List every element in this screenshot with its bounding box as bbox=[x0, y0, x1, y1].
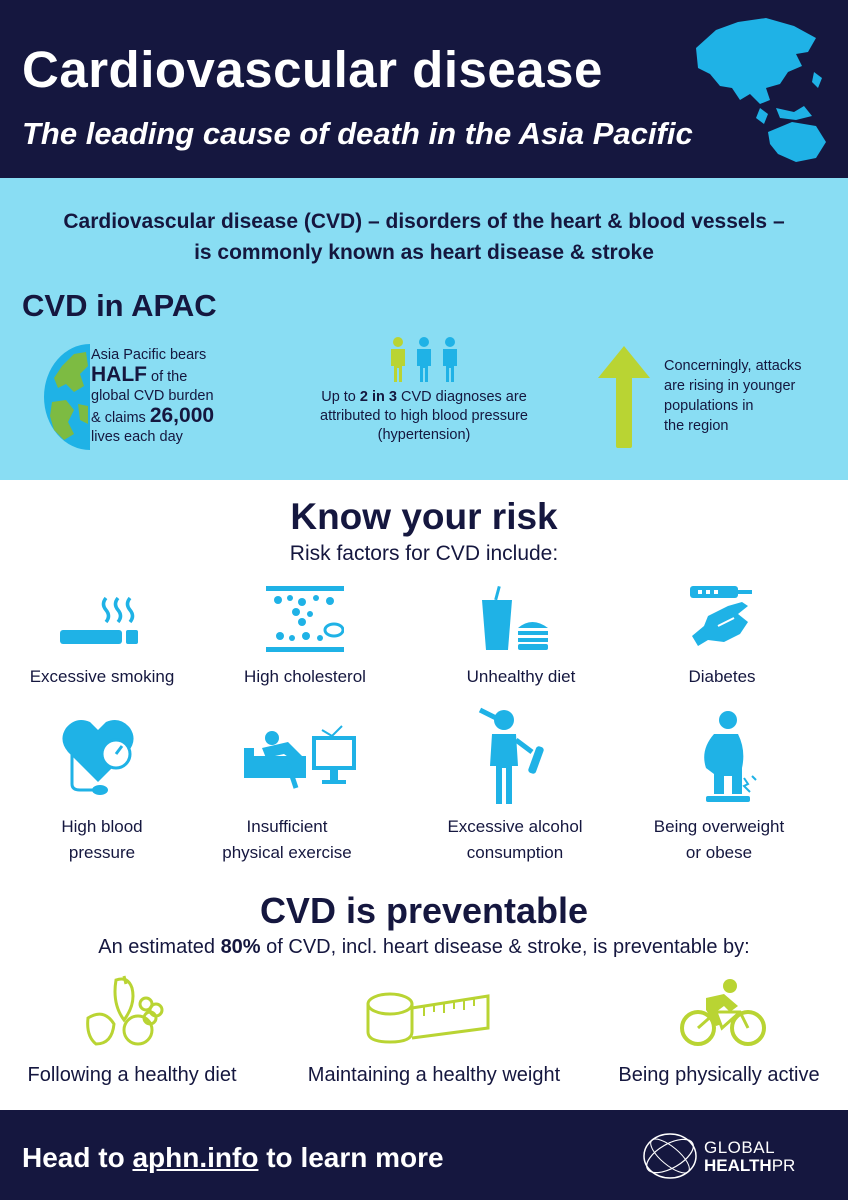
risk-label-cholesterol: High cholesterol bbox=[244, 667, 366, 686]
logo-text-pr: PR bbox=[771, 1156, 796, 1175]
apac-heading: CVD in APAC bbox=[22, 288, 217, 323]
drinking-icon bbox=[474, 706, 550, 806]
footer-link[interactable]: aphn.info bbox=[132, 1142, 259, 1173]
risk-label-exercise bbox=[187, 814, 387, 866]
stat2-post: CVD diagnoses are attributed to high blood pressure (hypertension) bbox=[320, 389, 528, 443]
cyclist-icon bbox=[680, 978, 766, 1048]
stat2-pre: Up to bbox=[321, 389, 356, 405]
risk-label-overweight bbox=[619, 814, 819, 866]
prevent-label-diet: Following a healthy diet bbox=[27, 1064, 237, 1086]
footer-pre: Head to bbox=[22, 1142, 125, 1173]
glucose-meter-icon bbox=[688, 582, 760, 654]
risk-label-diabetes: Diabetes bbox=[688, 667, 756, 686]
stat1-line3: global CVD burden bbox=[91, 388, 214, 404]
logo-orbit-icon bbox=[640, 1128, 700, 1184]
asia-pacific-map-icon bbox=[676, 8, 836, 168]
measuring-tape-icon bbox=[364, 990, 492, 1048]
stat-hypertension bbox=[318, 388, 530, 445]
overweight-scale-icon bbox=[694, 710, 758, 804]
three-people-icon bbox=[384, 336, 464, 384]
stat1-line4: & claims bbox=[91, 410, 146, 426]
stat1-26000: 26,000 bbox=[149, 404, 215, 427]
couch-tv-icon bbox=[244, 718, 360, 794]
stat1-line2: of the bbox=[151, 369, 188, 385]
global-health-pr-logo bbox=[640, 1128, 830, 1184]
risk-label-exercise-line2: physical exercise bbox=[222, 843, 352, 862]
stat1-half: HALF bbox=[91, 363, 147, 386]
prevent-label-active: Being physically active bbox=[618, 1064, 820, 1086]
risk-label-smoking: Excessive smoking bbox=[29, 667, 175, 686]
logo-text-health: HEALTH bbox=[704, 1156, 772, 1175]
risk-subheading: Risk factors for CVD include: bbox=[289, 542, 559, 565]
risk-label-overweight-line1: Being overweight bbox=[653, 817, 785, 836]
blood-pressure-icon bbox=[58, 714, 138, 800]
stat1-line1: Asia Pacific bears bbox=[91, 347, 207, 363]
globe-icon bbox=[44, 344, 90, 450]
stat1-line5: lives each day bbox=[91, 429, 183, 445]
stat3-line2: are rising in younger bbox=[664, 378, 796, 394]
fast-food-icon bbox=[480, 586, 550, 652]
definition-line-2: is commonly known as heart disease & stroke bbox=[194, 241, 654, 264]
prevent-heading: CVD is preventable bbox=[259, 890, 589, 931]
up-arrow-icon bbox=[598, 346, 650, 448]
definition-line-1: Cardiovascular disease (CVD) – disorders of the heart & blood vessels – bbox=[63, 210, 785, 233]
risk-label-bp-line1: High blood bbox=[61, 817, 143, 836]
prevent-sub-pre: An estimated bbox=[98, 936, 215, 958]
risk-label-diet: Unhealthy diet bbox=[466, 667, 576, 686]
page-subtitle: The leading cause of death in the Asia Pacific bbox=[22, 116, 693, 151]
risk-label-alcohol-line1: Excessive alcohol bbox=[447, 817, 583, 836]
footer-cta bbox=[22, 1142, 444, 1174]
risk-label-alcohol-line2: consumption bbox=[466, 843, 564, 862]
logo-text-healthpr bbox=[704, 1156, 795, 1176]
cholesterol-icon bbox=[266, 586, 344, 652]
fruit-basket-icon bbox=[84, 974, 166, 1054]
risk-heading: Know your risk bbox=[290, 496, 558, 537]
stat3-line4: the region bbox=[664, 418, 729, 434]
page-title: Cardiovascular disease bbox=[22, 41, 603, 98]
logo-text-global: GLOBAL bbox=[704, 1138, 776, 1157]
stat-half-burden bbox=[91, 346, 261, 447]
cvd-definition bbox=[0, 206, 848, 268]
stat-younger-populations bbox=[664, 356, 834, 436]
stat3-line3: populations in bbox=[664, 398, 754, 414]
prevent-sub-post: of CVD, incl. heart disease & stroke, is preventable by: bbox=[266, 936, 750, 958]
smoking-icon bbox=[58, 594, 142, 646]
prevent-sub-highlight: 80% bbox=[220, 936, 261, 958]
risk-label-blood-pressure bbox=[2, 814, 202, 866]
footer-post: to learn more bbox=[266, 1142, 444, 1173]
risk-label-exercise-line1: Insufficient bbox=[246, 817, 328, 836]
header-banner bbox=[0, 0, 848, 178]
risk-label-overweight-line2: or obese bbox=[685, 843, 753, 862]
stat2-highlight: 2 in 3 bbox=[359, 389, 397, 405]
prevent-subheading bbox=[0, 936, 848, 959]
stat3-line1: Concerningly, attacks bbox=[664, 358, 802, 374]
footer-banner bbox=[0, 1110, 848, 1200]
risk-label-alcohol bbox=[415, 814, 615, 866]
prevent-label-weight: Maintaining a healthy weight bbox=[307, 1064, 561, 1086]
risk-label-bp-line2: pressure bbox=[68, 843, 136, 862]
